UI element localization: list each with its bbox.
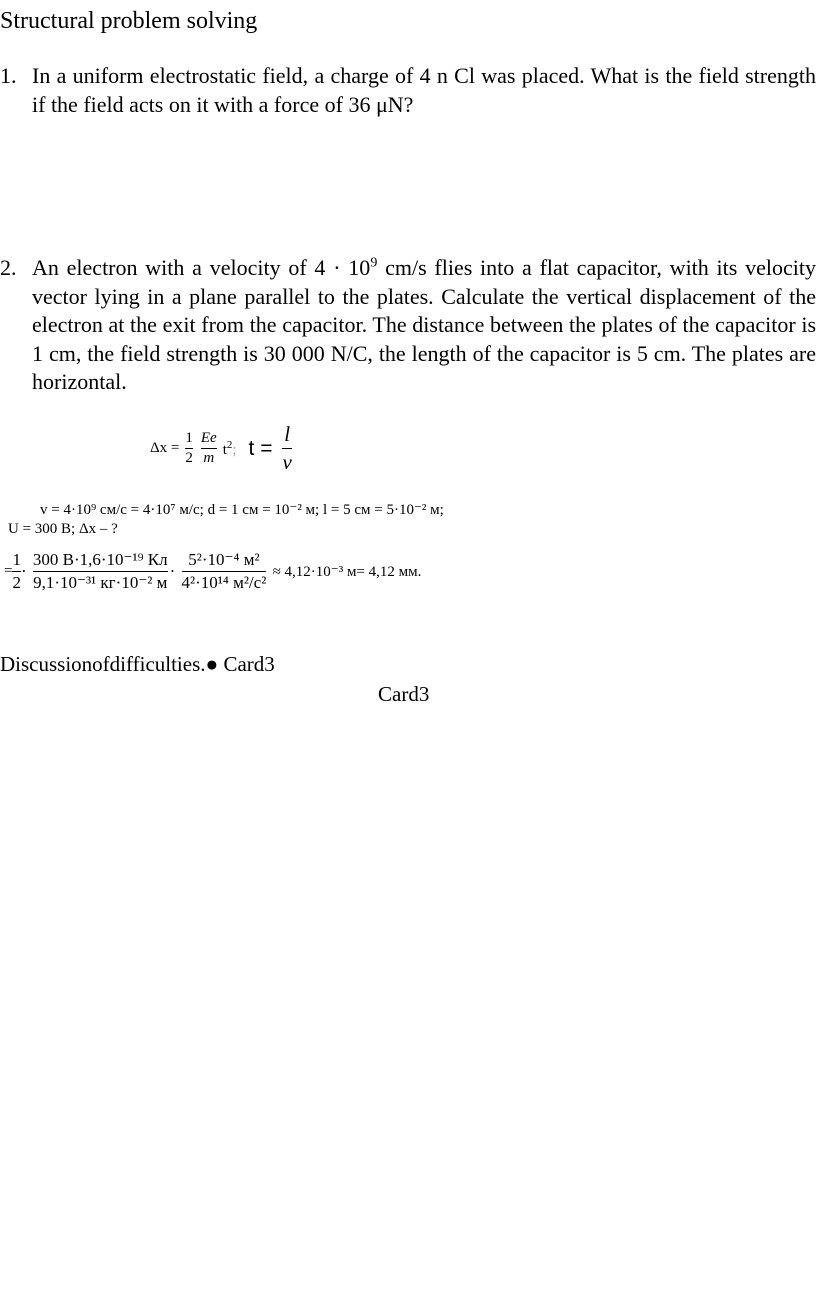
- calculation: = $\frac{1}{2}$ · $\frac{\text{300 В·1,6·10⁻¹⁹ Кл}}{\text{9,1·10⁻³¹ кг·10⁻² м}}$ · $\frac{\text{5²·10⁻⁴ м²}}{\text{4²·10¹⁴ м²/с²}}$ ≈ 4,12·10⁻³ м= 4,12 мм.: [4, 550, 422, 592]
- problem-text: In a uniform electrostatic field, a charge of 4 n Cl was placed. What is the field strength if the field acts on it with a force of 36 μN?: [32, 63, 816, 117]
- problem-number: 1.: [0, 63, 17, 88]
- given-line-1: v = 4·10⁹ см/с = 4·10⁷ м/с; d = 1 см = 10⁻² м; l = 5 см = 5·10⁻² м;: [40, 502, 444, 518]
- problem-number: 2.: [0, 255, 17, 280]
- problem-2: [0, 254, 816, 397]
- card-label: Card3: [378, 682, 430, 706]
- problem-1: [0, 62, 816, 119]
- given-line-2: U = 300 В; Δx – ?: [8, 521, 118, 537]
- discussion-line: Discussionofdifficulties.● Card3: [0, 652, 275, 676]
- displacement-formula: Δx = $\frac{1}{2}$ $\frac{Ee}{m}$ $t^2$; t = $\frac{l}{v}$: [150, 422, 292, 474]
- problem-text: An electron with a velocity of $4 \cdot 10^9$ cm/s flies into a flat capacitor, with its velocity vector lying in a plane parallel to the plates. Calculate the vertical displacement of the electron at the exit from the capacitor. The distance between the plates of the capacitor is 1 cm, the field strength is 30 000 N/C, the length of the capacitor is 5 cm. The plates are horizontal.: [32, 255, 816, 394]
- page-title: Structural problem solving: [0, 8, 258, 34]
